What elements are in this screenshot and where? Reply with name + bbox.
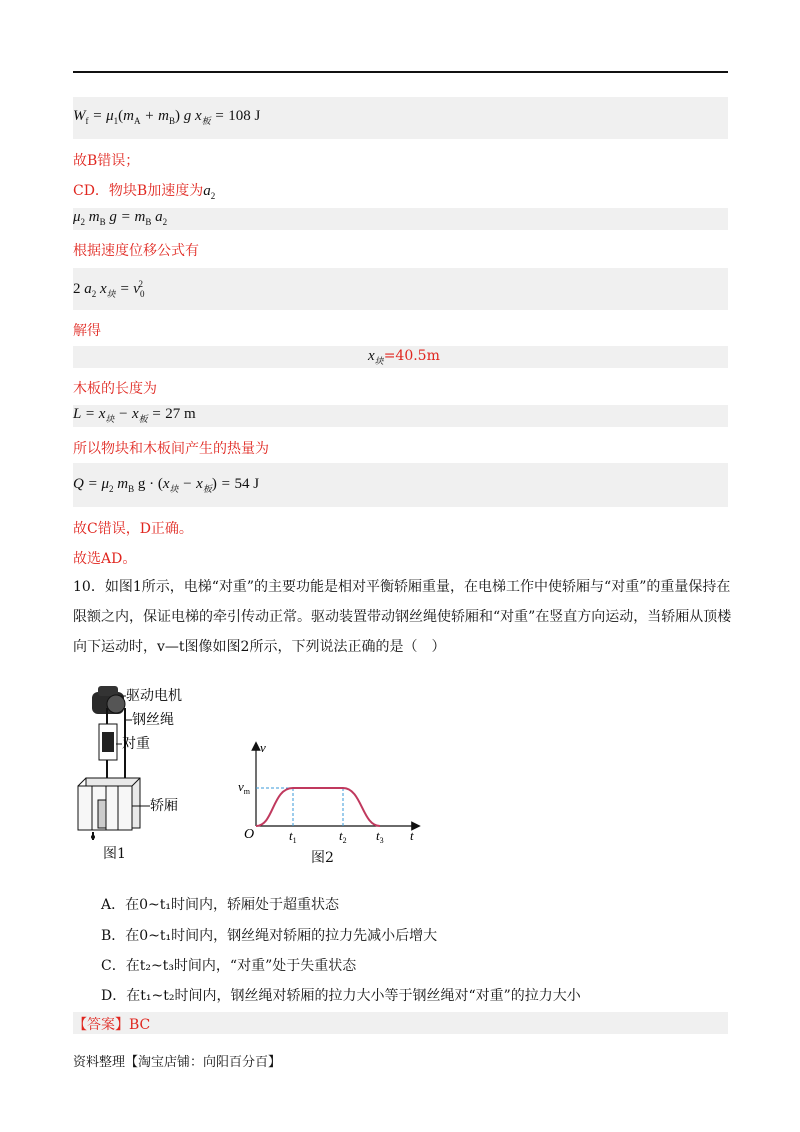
c-wrong-text: 故C错误，D正确。: [73, 521, 193, 537]
cabin-door: [98, 800, 106, 828]
answer-label: 【答案】: [73, 1017, 129, 1033]
label-cabin: 轿厢: [150, 799, 178, 814]
board-len-value: 27 m: [165, 406, 196, 422]
formula-box-mu2: [73, 208, 728, 230]
board-len-intro: 木板的长度为: [73, 381, 157, 397]
origin-label: O: [244, 827, 255, 842]
cd-intro-label: CD．物块B加速度为: [73, 183, 204, 199]
b-wrong-text: 故B错误；: [73, 153, 140, 169]
vm-sub: m: [243, 787, 251, 796]
figure2-vt-graph: [238, 740, 428, 845]
option-a[interactable]: A．在0~t₁时间内，轿厢处于超重状态: [101, 897, 340, 913]
figure2-caption: 图2: [311, 850, 334, 866]
vm-label: [238, 779, 251, 796]
label-motor: 驱动电机: [126, 689, 182, 704]
pulley: [107, 695, 125, 713]
formula-L: $L = x_块 - x_板 = 27$ m: [73, 406, 196, 424]
x-axis-label: t: [410, 828, 414, 843]
figure1-caption: 图1: [103, 846, 126, 862]
tick-t2: $t_2$: [339, 828, 347, 845]
tick-t1: $t_1$: [289, 828, 297, 845]
jie-de-text: 解得: [73, 323, 101, 339]
formula-intro-text: 根据速度位移公式有: [73, 243, 199, 259]
figure1-elevator-diagram: [70, 680, 240, 840]
footer-text: 资料整理【淘宝店铺：向阳百分百】: [73, 1055, 282, 1070]
option-d[interactable]: D．在t₁~t₂时间内，钢丝绳对轿厢的拉力大小等于钢丝绳对“对重”的拉力大小: [101, 988, 581, 1004]
answer-line: [73, 1014, 150, 1034]
heat-value: 54 J: [234, 476, 260, 492]
formula-2ax: 2 $a_2$ $x_块 = v_0^2$: [73, 279, 145, 299]
motor-top: [98, 686, 118, 696]
vt-curve: [256, 788, 380, 826]
choose-text: 故选AD。: [73, 551, 137, 567]
option-b[interactable]: B．在0~t₁时间内，钢丝绳对轿厢的拉力先减小后增大: [101, 928, 438, 944]
cd-intro-text: CD．物块B加速度为$a_2$: [73, 183, 216, 201]
answer-box: [73, 1012, 728, 1034]
option-c[interactable]: C．在t₂~t₃时间内，“对重”处于失重状态: [101, 958, 357, 974]
wf-value: 108 J: [228, 108, 261, 124]
label-rope: 钢丝绳: [132, 713, 174, 728]
header-rule: [73, 71, 728, 73]
counterweight: [102, 732, 114, 752]
x-block-value: 40.5m: [395, 348, 440, 364]
formula-mu2: $\mu_2$ $m_B$ $g = m_B$ $a_2$: [73, 209, 168, 227]
y-axis-label: v: [260, 740, 266, 755]
x-block-result: $x_块=40.5m$: [368, 348, 440, 366]
answer-value: BC: [129, 1017, 151, 1033]
formula-box-2ax: [73, 268, 728, 310]
formula-Q: $Q = \mu_2$ $m_B$ $g \cdot (x_块 - x_板) = 54$ J: [73, 476, 260, 494]
vm-text: v: [238, 779, 244, 794]
question-10-text: 10．如图1所示，电梯“对重”的主要功能是相对平衡轿厢重量，在电梯工作中使轿厢与“对重”的重量保持在限额之内，保证电梯的牵引传动正常。驱动装置带动钢丝绳使轿厢和“对重”在竖直方向运动，当轿厢从顶楼向下运动时，v—t图像如图2所示，下列说法正确的是（ ）: [73, 579, 732, 655]
label-counterweight: 对重: [122, 737, 150, 752]
formula-wf: $W_f = \mu_1(m_A + m_B)$ g $x_板 = 108$ J: [73, 108, 261, 126]
heat-intro-text: 所以物块和木板间产生的热量为: [73, 441, 269, 457]
tick-t3: $t_3$: [376, 828, 384, 845]
